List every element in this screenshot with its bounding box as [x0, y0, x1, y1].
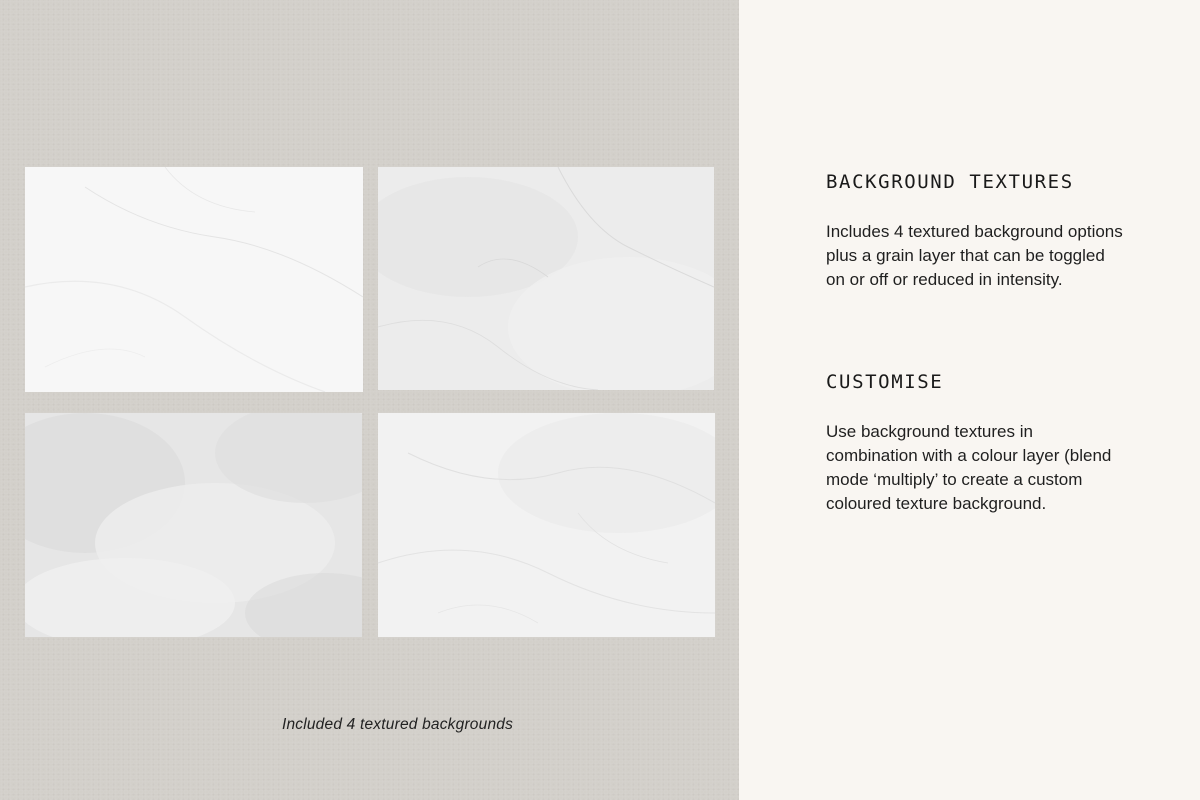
description-panel [739, 0, 1200, 800]
texture-preview-2 [378, 167, 714, 390]
gallery-caption: Included 4 textured backgrounds [281, 716, 514, 733]
texture-preview-4 [378, 413, 715, 637]
texture-preview-1 [25, 167, 363, 392]
section-heading-background-textures: BACKGROUND TEXTURES [826, 171, 1074, 193]
texture-preview-3 [25, 413, 362, 637]
section-body-customise: Use background textures in combination with a colour layer (blend mode ‘multiply’ to create a custom coloured texture background. [826, 422, 1112, 513]
section-heading-customise: CUSTOMISE [826, 371, 944, 393]
section-body-background-textures: Includes 4 textured background options plus a grain layer that can be toggled on or off or reduced in intensity. [826, 222, 1123, 289]
